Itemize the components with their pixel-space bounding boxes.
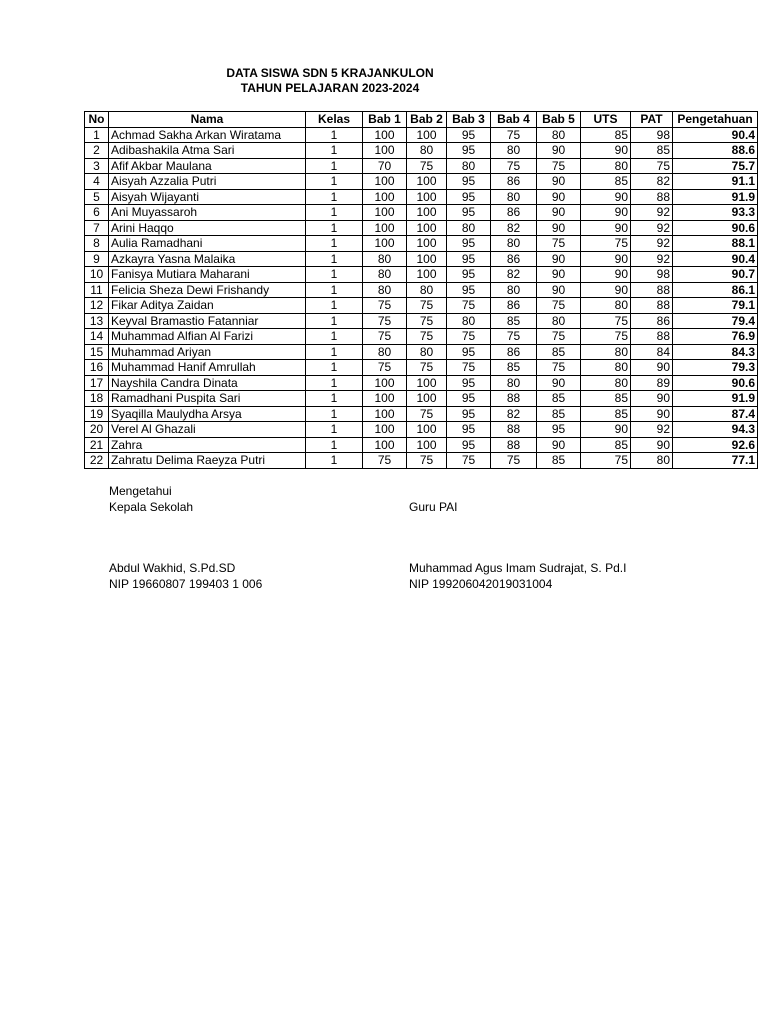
table-cell: 90.6	[673, 375, 758, 391]
table-cell: 100	[407, 437, 447, 453]
table-cell: 95	[447, 406, 491, 422]
table-cell: 75	[491, 453, 537, 469]
table-cell: 90	[537, 282, 581, 298]
table-cell: 88	[631, 329, 673, 345]
table-row	[85, 251, 758, 267]
table-cell: 100	[407, 375, 447, 391]
table-cell: 100	[407, 267, 447, 283]
table-cell: 75	[447, 453, 491, 469]
table-cell: 88.6	[673, 143, 758, 159]
table-row	[85, 344, 758, 360]
table-cell: 75	[537, 158, 581, 174]
table-cell: 80	[407, 282, 447, 298]
table-cell: 22	[85, 453, 109, 469]
table-cell: 80	[537, 313, 581, 329]
table-cell: 100	[407, 127, 447, 143]
table-row	[85, 236, 758, 252]
table-cell: 1	[306, 360, 363, 376]
table-cell: 95	[447, 205, 491, 221]
table-cell: 3	[85, 158, 109, 174]
table-cell: 85	[581, 174, 631, 190]
table-cell: 75.7	[673, 158, 758, 174]
table-cell: 95	[447, 267, 491, 283]
table-cell: 1	[306, 158, 363, 174]
principal-title: Kepala Sekolah	[109, 500, 194, 514]
column-header: Kelas	[306, 112, 363, 128]
table-cell: 75	[491, 158, 537, 174]
column-header: PAT	[631, 112, 673, 128]
table-row	[85, 158, 758, 174]
table-cell: 1	[306, 205, 363, 221]
table-cell: Fikar Aditya Zaidan	[109, 298, 306, 314]
table-cell: 88	[491, 422, 537, 438]
table-cell: 85	[631, 143, 673, 159]
table-cell: Felicia Sheza Dewi Frishandy	[109, 282, 306, 298]
table-cell: 80	[491, 236, 537, 252]
table-cell: 100	[363, 127, 407, 143]
table-cell: 1	[306, 267, 363, 283]
table-cell: 11	[85, 282, 109, 298]
column-header: Bab 3	[447, 112, 491, 128]
table-row	[85, 329, 758, 345]
table-cell: 90	[537, 174, 581, 190]
table-cell: 90	[631, 406, 673, 422]
table-cell: 100	[407, 220, 447, 236]
table-cell: Nayshila Candra Dinata	[109, 375, 306, 391]
table-cell: 90	[581, 220, 631, 236]
table-cell: Muhammad Alfian Al Farizi	[109, 329, 306, 345]
table-cell: 75	[581, 313, 631, 329]
table-row	[85, 298, 758, 314]
table-cell: 10	[85, 267, 109, 283]
table-cell: 92.6	[673, 437, 758, 453]
table-cell: 75	[581, 236, 631, 252]
table-cell: 1	[306, 298, 363, 314]
table-cell: 77.1	[673, 453, 758, 469]
table-cell: 1	[306, 313, 363, 329]
table-cell: 88	[491, 437, 537, 453]
table-cell: 75	[363, 313, 407, 329]
table-cell: 90	[581, 205, 631, 221]
table-row	[85, 189, 758, 205]
table-cell: 85	[581, 406, 631, 422]
table-row	[85, 360, 758, 376]
table-cell: 7	[85, 220, 109, 236]
column-header: No	[85, 112, 109, 128]
table-header-row	[85, 112, 758, 128]
table-cell: 84.3	[673, 344, 758, 360]
table-cell: 1	[306, 329, 363, 345]
table-cell: Adibashakila Atma Sari	[109, 143, 306, 159]
principal-name-block	[109, 560, 262, 592]
table-cell: 85	[537, 344, 581, 360]
table-cell: 80	[447, 220, 491, 236]
table-cell: 100	[407, 189, 447, 205]
table-cell: Achmad Sakha Arkan Wiratama	[109, 127, 306, 143]
table-cell: 88	[631, 298, 673, 314]
table-cell: 80	[581, 360, 631, 376]
column-header: Bab 4	[491, 112, 537, 128]
table-cell: 4	[85, 174, 109, 190]
column-header: Bab 2	[407, 112, 447, 128]
table-cell: 86	[491, 205, 537, 221]
table-cell: 82	[491, 406, 537, 422]
table-cell: 92	[631, 236, 673, 252]
table-cell: 100	[407, 236, 447, 252]
table-cell: Arini Haqqo	[109, 220, 306, 236]
table-cell: Fanisya Mutiara Maharani	[109, 267, 306, 283]
table-cell: 82	[491, 267, 537, 283]
table-cell: 75	[363, 453, 407, 469]
table-body	[85, 127, 758, 468]
table-row	[85, 220, 758, 236]
table-cell: 84	[631, 344, 673, 360]
table-cell: 90.4	[673, 127, 758, 143]
table-cell: 17	[85, 375, 109, 391]
table-row	[85, 174, 758, 190]
table-cell: 95	[447, 251, 491, 267]
acknowledged-label: Mengetahui	[109, 484, 172, 498]
table-cell: 14	[85, 329, 109, 345]
table-cell: 90	[631, 360, 673, 376]
table-cell: Aulia Ramadhani	[109, 236, 306, 252]
table-cell: 80	[491, 282, 537, 298]
table-cell: Muhammad Hanif Amrullah	[109, 360, 306, 376]
table-cell: 91.9	[673, 391, 758, 407]
table-cell: 95	[447, 437, 491, 453]
table-cell: 100	[363, 375, 407, 391]
title-academic-year: TAHUN PELAJARAN 2023-2024	[240, 81, 420, 95]
table-cell: 1	[306, 189, 363, 205]
teacher-name-block	[409, 560, 626, 592]
table-cell: 75	[407, 406, 447, 422]
table-cell: 75	[363, 360, 407, 376]
table-cell: 75	[363, 329, 407, 345]
table-cell: 75	[407, 313, 447, 329]
table-cell: 79.3	[673, 360, 758, 376]
table-row	[85, 267, 758, 283]
table-row	[85, 437, 758, 453]
table-cell: 98	[631, 267, 673, 283]
table-row	[85, 375, 758, 391]
table-cell: 80	[407, 344, 447, 360]
table-cell: 75	[537, 329, 581, 345]
column-header: UTS	[581, 112, 631, 128]
table-cell: 90	[537, 251, 581, 267]
table-cell: Ani Muyassaroh	[109, 205, 306, 221]
table-row	[85, 282, 758, 298]
table-cell: 90	[537, 437, 581, 453]
table-cell: 1	[306, 127, 363, 143]
table-row	[85, 406, 758, 422]
table-cell: 100	[363, 437, 407, 453]
table-cell: 100	[407, 205, 447, 221]
table-cell: 75	[447, 329, 491, 345]
table-cell: 80	[581, 375, 631, 391]
table-cell: 75	[537, 360, 581, 376]
table-cell: 85	[537, 453, 581, 469]
table-cell: 75	[581, 329, 631, 345]
table-cell: 86	[491, 174, 537, 190]
table-cell: 21	[85, 437, 109, 453]
column-header: Nama	[109, 112, 306, 128]
column-header: Bab 5	[537, 112, 581, 128]
table-cell: 95	[447, 127, 491, 143]
table-row	[85, 313, 758, 329]
table-cell: 19	[85, 406, 109, 422]
principal-name: Abdul Wakhid, S.Pd.SD	[109, 561, 236, 575]
table-cell: 76.9	[673, 329, 758, 345]
table-cell: 85	[581, 391, 631, 407]
table-cell: 1	[306, 453, 363, 469]
table-cell: 16	[85, 360, 109, 376]
table-row	[85, 422, 758, 438]
table-cell: 92	[631, 220, 673, 236]
table-cell: 100	[363, 391, 407, 407]
title-school: DATA SISWA SDN 5 KRAJANKULON	[226, 66, 434, 80]
table-cell: 1	[306, 344, 363, 360]
table-cell: 1	[85, 127, 109, 143]
table-cell: 80	[631, 453, 673, 469]
table-row	[85, 205, 758, 221]
table-cell: Zahratu Delima Raeyza Putri	[109, 453, 306, 469]
table-cell: 85	[537, 391, 581, 407]
table-cell: 90	[537, 205, 581, 221]
table-cell: Zahra	[109, 437, 306, 453]
table-cell: 80	[491, 375, 537, 391]
table-cell: 75	[363, 298, 407, 314]
table-cell: Verel Al Ghazali	[109, 422, 306, 438]
table-cell: Aisyah Wijayanti	[109, 189, 306, 205]
table-cell: 100	[363, 189, 407, 205]
table-cell: 98	[631, 127, 673, 143]
table-cell: 100	[363, 205, 407, 221]
table-cell: 75	[407, 158, 447, 174]
table-cell: 75	[447, 298, 491, 314]
table-cell: 9	[85, 251, 109, 267]
table-cell: 90	[537, 143, 581, 159]
table-cell: 80	[581, 298, 631, 314]
table-cell: 90	[581, 282, 631, 298]
table-cell: 2	[85, 143, 109, 159]
table-cell: 90	[581, 143, 631, 159]
table-cell: 90.4	[673, 251, 758, 267]
table-row	[85, 391, 758, 407]
table-cell: 80	[363, 251, 407, 267]
table-cell: 80	[581, 158, 631, 174]
table-cell: Syaqilla Maulydha Arsya	[109, 406, 306, 422]
column-header: Pengetahuan	[673, 112, 758, 128]
table-cell: 1	[306, 391, 363, 407]
table-cell: 100	[407, 174, 447, 190]
table-cell: 95	[447, 344, 491, 360]
table-cell: 20	[85, 422, 109, 438]
table-cell: 92	[631, 422, 673, 438]
table-cell: 6	[85, 205, 109, 221]
table-cell: 75	[491, 127, 537, 143]
table-cell: 93.3	[673, 205, 758, 221]
table-cell: 75	[537, 236, 581, 252]
table-cell: 85	[581, 127, 631, 143]
table-cell: 100	[363, 174, 407, 190]
table-cell: 13	[85, 313, 109, 329]
table-cell: 90	[581, 189, 631, 205]
table-cell: 75	[581, 453, 631, 469]
table-cell: Muhammad Ariyan	[109, 344, 306, 360]
table-cell: 75	[631, 158, 673, 174]
table-cell: 95	[447, 236, 491, 252]
table-cell: 85	[491, 313, 537, 329]
table-cell: 95	[447, 391, 491, 407]
table-cell: 8	[85, 236, 109, 252]
table-row	[85, 127, 758, 143]
table-cell: 91.1	[673, 174, 758, 190]
table-cell: 89	[631, 375, 673, 391]
table-cell: 79.1	[673, 298, 758, 314]
table-cell: 85	[491, 360, 537, 376]
table-cell: 82	[491, 220, 537, 236]
table-cell: 100	[363, 422, 407, 438]
teacher-nip: NIP 199206042019031004	[409, 577, 553, 591]
table-cell: 92	[631, 251, 673, 267]
table-cell: 1	[306, 437, 363, 453]
table-cell: 75	[537, 298, 581, 314]
table-cell: 100	[407, 251, 447, 267]
table-cell: 75	[491, 329, 537, 345]
table-cell: 1	[306, 143, 363, 159]
table-cell: 100	[363, 236, 407, 252]
table-cell: 94.3	[673, 422, 758, 438]
table-cell: 1	[306, 422, 363, 438]
table-cell: 88	[631, 189, 673, 205]
table-cell: 80	[491, 189, 537, 205]
table-cell: 86	[491, 344, 537, 360]
table-cell: 70	[363, 158, 407, 174]
table-cell: 90	[537, 189, 581, 205]
teacher-name: Muhammad Agus Imam Sudrajat, S. Pd.I	[409, 561, 627, 575]
table-cell: 92	[631, 205, 673, 221]
table-cell: 1	[306, 282, 363, 298]
table-cell: 90.7	[673, 267, 758, 283]
table-cell: 75	[447, 360, 491, 376]
table-cell: 95	[447, 422, 491, 438]
table-cell: 90	[631, 391, 673, 407]
table-cell: 100	[363, 220, 407, 236]
table-cell: 95	[537, 422, 581, 438]
table-cell: 90	[537, 267, 581, 283]
table-cell: 80	[447, 158, 491, 174]
student-grades-table	[84, 111, 758, 469]
table-cell: 86.1	[673, 282, 758, 298]
table-cell: 100	[407, 422, 447, 438]
table-cell: 5	[85, 189, 109, 205]
table-cell: 75	[407, 298, 447, 314]
table-cell: 80	[363, 344, 407, 360]
table-cell: 90	[631, 437, 673, 453]
table-cell: 86	[631, 313, 673, 329]
table-cell: 80	[447, 313, 491, 329]
table-cell: 80	[363, 282, 407, 298]
table-cell: 100	[407, 391, 447, 407]
table-cell: 90	[581, 267, 631, 283]
table-cell: 18	[85, 391, 109, 407]
table-cell: 90	[537, 220, 581, 236]
principal-nip: NIP 19660807 199403 1 006	[109, 577, 263, 591]
table-cell: Keyval Bramastio Fatanniar	[109, 313, 306, 329]
table-cell: 15	[85, 344, 109, 360]
table-cell: 91.9	[673, 189, 758, 205]
table-cell: 95	[447, 143, 491, 159]
table-cell: 1	[306, 174, 363, 190]
table-cell: 80	[363, 267, 407, 283]
table-cell: 80	[581, 344, 631, 360]
table-cell: 75	[407, 453, 447, 469]
table-cell: 90.6	[673, 220, 758, 236]
document-title	[200, 66, 460, 96]
table-cell: 75	[407, 360, 447, 376]
table-cell: 87.4	[673, 406, 758, 422]
table-cell: 86	[491, 251, 537, 267]
table-cell: 95	[447, 174, 491, 190]
table-cell: 1	[306, 220, 363, 236]
teacher-title-block	[409, 499, 457, 515]
table-cell: 90	[581, 251, 631, 267]
table-cell: 80	[537, 127, 581, 143]
table-cell: 88.1	[673, 236, 758, 252]
table-cell: 88	[491, 391, 537, 407]
column-header: Bab 1	[363, 112, 407, 128]
table-cell: 82	[631, 174, 673, 190]
table-cell: 80	[407, 143, 447, 159]
table-cell: 1	[306, 406, 363, 422]
table-cell: 79.4	[673, 313, 758, 329]
table-cell: 90	[537, 375, 581, 391]
table-row	[85, 453, 758, 469]
table-cell: Afif Akbar Maulana	[109, 158, 306, 174]
table-cell: 90	[581, 422, 631, 438]
table-cell: 85	[581, 437, 631, 453]
table-cell: 95	[447, 189, 491, 205]
table-cell: 88	[631, 282, 673, 298]
table-cell: 1	[306, 251, 363, 267]
table-cell: Azkayra Yasna Malaika	[109, 251, 306, 267]
table-cell: 100	[363, 406, 407, 422]
table-row	[85, 143, 758, 159]
table-cell: 100	[363, 143, 407, 159]
table-cell: 86	[491, 298, 537, 314]
table-cell: 95	[447, 282, 491, 298]
teacher-title: Guru PAI	[409, 500, 458, 514]
table-cell: Aisyah Azzalia Putri	[109, 174, 306, 190]
table-cell: Ramadhani Puspita Sari	[109, 391, 306, 407]
table-cell: 12	[85, 298, 109, 314]
table-cell: 75	[407, 329, 447, 345]
table-cell: 95	[447, 375, 491, 391]
table-cell: 1	[306, 236, 363, 252]
principal-signature-block	[109, 483, 193, 515]
table-cell: 1	[306, 375, 363, 391]
table-cell: 80	[491, 143, 537, 159]
table-cell: 85	[537, 406, 581, 422]
